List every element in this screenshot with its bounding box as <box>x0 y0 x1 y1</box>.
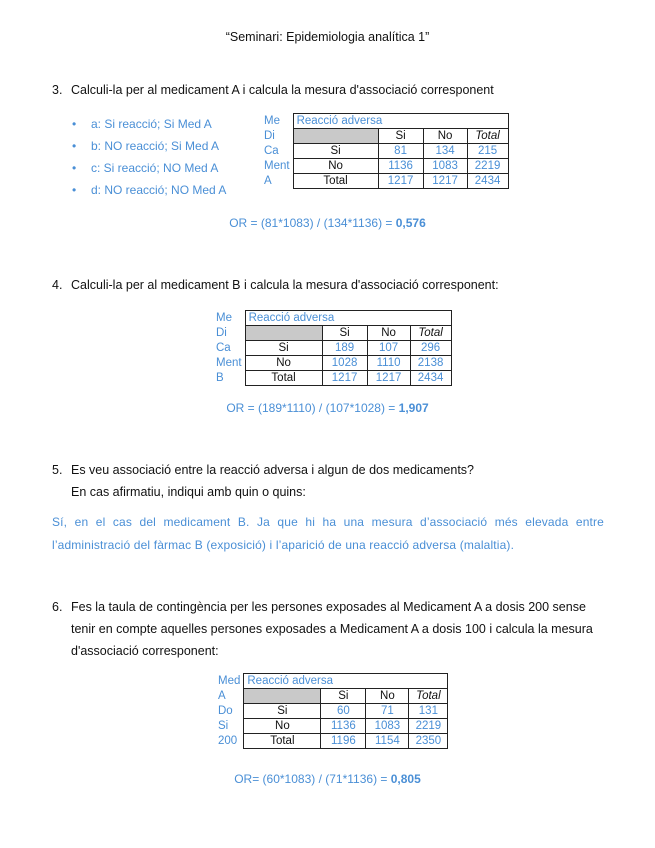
table-row <box>262 144 508 159</box>
question-6-line3: d'associació corresponent: <box>71 644 219 658</box>
table-cell: 1083 <box>423 159 467 174</box>
list-item: • a: Si reacció; Si Med A <box>70 113 226 135</box>
document-title: “Seminari: Epidemiologia analítica 1” <box>225 30 430 44</box>
table-side-label: Si <box>216 719 244 734</box>
table-row <box>214 341 451 356</box>
table-cell: 2434 <box>410 371 451 386</box>
table-side-label: Ca <box>262 144 293 159</box>
table-side-label: Do <box>216 704 244 719</box>
row-label: Total <box>293 174 378 189</box>
col-header: No <box>366 689 409 704</box>
question-text: Calculi-la per al medicament A i calcula la mesura d'associació corresponent <box>71 83 494 97</box>
table-side-label: 200 <box>216 734 244 749</box>
contingency-table-a200 <box>216 673 448 749</box>
table-cell: 1217 <box>378 174 423 189</box>
table-side-label: Me <box>262 114 293 129</box>
table-cell: 2138 <box>410 356 451 371</box>
row-label: Si <box>244 704 321 719</box>
table-side-label: B <box>214 371 245 386</box>
table-row <box>214 371 451 386</box>
bullet-icon: • <box>72 117 77 131</box>
table-row <box>262 159 508 174</box>
formula-text: OR = (81*1083) / (134*1136) = <box>229 216 396 230</box>
table-side-label: Me <box>214 311 245 326</box>
table-cell: 2219 <box>467 159 508 174</box>
table-cell: 1217 <box>322 371 367 386</box>
question-6-line2: tenir en compte aquelles persones exposades a Medicament A a dosis 100 i calcula la mesura <box>71 622 593 636</box>
table-row <box>214 356 451 371</box>
odds-ratio-formula <box>0 772 655 786</box>
table-row <box>216 734 448 749</box>
table-empty-cell <box>293 129 378 144</box>
question-number: 4. <box>52 278 63 292</box>
table-side-label: Ment <box>214 356 245 371</box>
table-cell: 1028 <box>322 356 367 371</box>
answer-line: l’administració del fàrmac B (exposició) i l’aparició de una reacció adversa (malaltia). <box>52 538 515 552</box>
col-header: Si <box>321 689 366 704</box>
odds-ratio-formula <box>0 216 655 230</box>
table-cell: 2434 <box>467 174 508 189</box>
table-empty-cell <box>245 326 322 341</box>
table-cell: 2219 <box>409 719 448 734</box>
row-label: No <box>293 159 378 174</box>
contingency-table-a <box>262 113 509 189</box>
question-number: 5. <box>52 463 63 477</box>
table-cell: 1136 <box>378 159 423 174</box>
table-cell: 1083 <box>366 719 409 734</box>
formula-result: 0,805 <box>390 772 421 786</box>
col-header: No <box>367 326 410 341</box>
row-label: Total <box>245 371 322 386</box>
bullet-icon: • <box>72 139 77 153</box>
table-cell: 1196 <box>321 734 366 749</box>
table-cell: 1110 <box>367 356 410 371</box>
col-header: Total <box>409 689 448 704</box>
question-5-line2: En cas afirmatiu, indiqui amb quin o quins: <box>71 485 306 499</box>
bullet-icon: • <box>72 161 77 175</box>
table-cell: 1217 <box>367 371 410 386</box>
table-cell: 1154 <box>366 734 409 749</box>
bullet-icon: • <box>72 183 77 197</box>
formula-text: OR= (60*1083) / (71*1136) = <box>234 772 391 786</box>
table-cell: 189 <box>322 341 367 356</box>
table-cell: 1136 <box>321 719 366 734</box>
question-text: Es veu associació entre la reacció adversa i algun de dos medicaments? <box>71 463 474 477</box>
table-row <box>216 719 448 734</box>
question-number: 6. <box>52 600 63 614</box>
table-cell: 71 <box>366 704 409 719</box>
question-text: Fes la taula de contingència per les persones exposades al Medicament A a dosis 200 sense <box>71 600 586 614</box>
list-item: • c: Si reacció; NO Med A <box>70 157 226 179</box>
row-label: Si <box>293 144 378 159</box>
table-empty-cell <box>244 689 321 704</box>
formula-result: 0,576 <box>395 216 426 230</box>
odds-ratio-formula <box>0 401 655 415</box>
table-row <box>262 174 508 189</box>
table-cell: 134 <box>423 144 467 159</box>
table-side-label: Ment <box>262 159 293 174</box>
table-side-label: Ca <box>214 341 245 356</box>
table-side-label: Di <box>262 129 293 144</box>
col-header: Total <box>410 326 451 341</box>
table-cell: 1217 <box>423 174 467 189</box>
table-cell: 131 <box>409 704 448 719</box>
row-label: Total <box>244 734 321 749</box>
table-side-label: Med <box>216 674 244 689</box>
answer-line: Sí, en el cas del medicament B. Ja que hi ha una mesura d’associació més elevada entre <box>52 515 604 529</box>
question-text: Calculi-la per al medicament B i calcula la mesura d'associació corresponent: <box>71 278 499 292</box>
col-header: No <box>423 129 467 144</box>
table-row <box>216 704 448 719</box>
table-side-label: A <box>262 174 293 189</box>
row-label: No <box>244 719 321 734</box>
table-cell: 215 <box>467 144 508 159</box>
col-header: Si <box>378 129 423 144</box>
contingency-table-b <box>214 310 452 386</box>
table-cell: 2350 <box>409 734 448 749</box>
question-number: 3. <box>52 83 63 97</box>
formula-text: OR = (189*1110) / (107*1028) = <box>226 401 399 415</box>
list-item: • d: NO reacció; NO Med A <box>70 179 226 201</box>
table-header: Reacció adversa <box>244 674 448 689</box>
row-label: No <box>245 356 322 371</box>
table-cell: 296 <box>410 341 451 356</box>
table-side-label: Di <box>214 326 245 341</box>
row-label: Si <box>245 341 322 356</box>
formula-result: 1,907 <box>398 401 429 415</box>
table-cell: 81 <box>378 144 423 159</box>
table-cell: 107 <box>367 341 410 356</box>
table-header: Reacció adversa <box>293 114 508 129</box>
table-side-label: A <box>216 689 244 704</box>
list-item: • b: NO reacció; Si Med A <box>70 135 226 157</box>
table-header: Reacció adversa <box>245 311 451 326</box>
col-header: Total <box>467 129 508 144</box>
table-cell: 60 <box>321 704 366 719</box>
options-list <box>70 113 226 201</box>
col-header: Si <box>322 326 367 341</box>
